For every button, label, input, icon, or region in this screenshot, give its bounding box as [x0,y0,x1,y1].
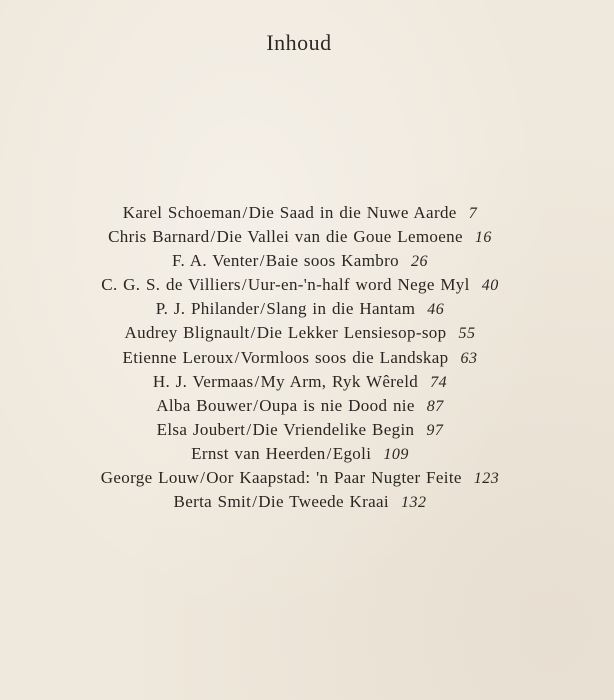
entry-page-number: 55 [458,325,476,343]
toc-entry [0,321,600,345]
entry-author: Karel Schoeman [122,203,242,222]
entry-author: P. J. Philander [155,299,260,319]
entry-separator: / [241,275,247,295]
entry-title: Die Tweede Kraai [258,492,389,512]
entry-author: Etienne Leroux [122,347,234,367]
entry-author: Audrey Blignault [124,323,250,343]
entry-title: Die Saad in die Nuwe Aarde [248,203,457,222]
entry-author: F. A. Venter [172,251,259,271]
toc-entry [0,225,600,249]
entry-separator: / [326,443,332,463]
entry-separator: / [200,468,206,488]
entry-separator: / [259,251,265,271]
entry-title: Slang in die Hantam [266,299,416,319]
toc-entry [0,249,600,273]
toc-entry [0,394,600,418]
entry-title: Oupa is nie Dood nie [259,395,415,415]
entry-title: Egoli [332,443,372,463]
entry-title: My Arm, Ryk Wêreld [260,371,419,391]
entry-author: Berta Smit [173,492,252,512]
entry-page-number: 16 [474,229,492,247]
entry-page-number: 26 [410,253,428,271]
toc-entry [0,273,600,297]
entry-author: Ernst van Heerden [191,443,326,463]
entry-page-number: 74 [430,373,448,391]
toc-entry [0,418,600,442]
entry-title: Baie soos Kambro [265,251,399,271]
entry-page-number: 40 [481,277,499,295]
entry-page-number: 123 [473,470,500,488]
entry-page-number: 109 [383,445,409,463]
entry-author: George Louw [100,468,200,488]
entry-author: H. J. Vermaas [152,371,254,391]
toc-entry [0,370,600,394]
entry-separator: / [246,419,252,439]
entry-author: Alba Bouwer [156,395,253,415]
entry-author: C. G. S. de Villiers [101,275,241,295]
entry-separator: / [242,203,248,222]
entry-page-number: 7 [468,205,478,222]
toc-entry [0,442,600,466]
toc-entry [0,466,600,490]
contents-heading: Inhoud [266,30,332,55]
table-of-contents [0,201,600,514]
entry-separator: / [260,299,266,319]
entry-title: Die Vallei van die Goue Lemoene [216,227,463,247]
entry-page-number: 63 [460,349,478,367]
toc-entry [0,346,600,370]
entry-page-number: 87 [426,397,444,415]
toc-entry [0,201,600,225]
entry-separator: / [250,323,256,343]
entry-title: Die Lekker Lensiesop-sop [256,323,447,343]
entry-separator: / [210,227,216,247]
entry-title: Uur-en-'n-half word Nege Myl [247,275,470,295]
toc-entry [0,297,600,321]
entry-separator: / [254,371,260,391]
entry-separator: / [253,395,259,415]
entry-author: Elsa Joubert [156,419,246,439]
entry-page-number: 132 [400,494,427,512]
entry-title: Oor Kaapstad: 'n Paar Nugter Feite [206,468,462,488]
toc-entry [0,490,600,514]
entry-separator: / [234,347,240,367]
entry-page-number: 97 [426,421,444,439]
entry-separator: / [252,492,258,512]
entry-page-number: 46 [427,301,445,319]
entry-title: Die Vriendelike Begin [252,419,415,439]
entry-title: Vormloos soos die Landskap [240,347,449,367]
entry-author: Chris Barnard [108,227,210,247]
